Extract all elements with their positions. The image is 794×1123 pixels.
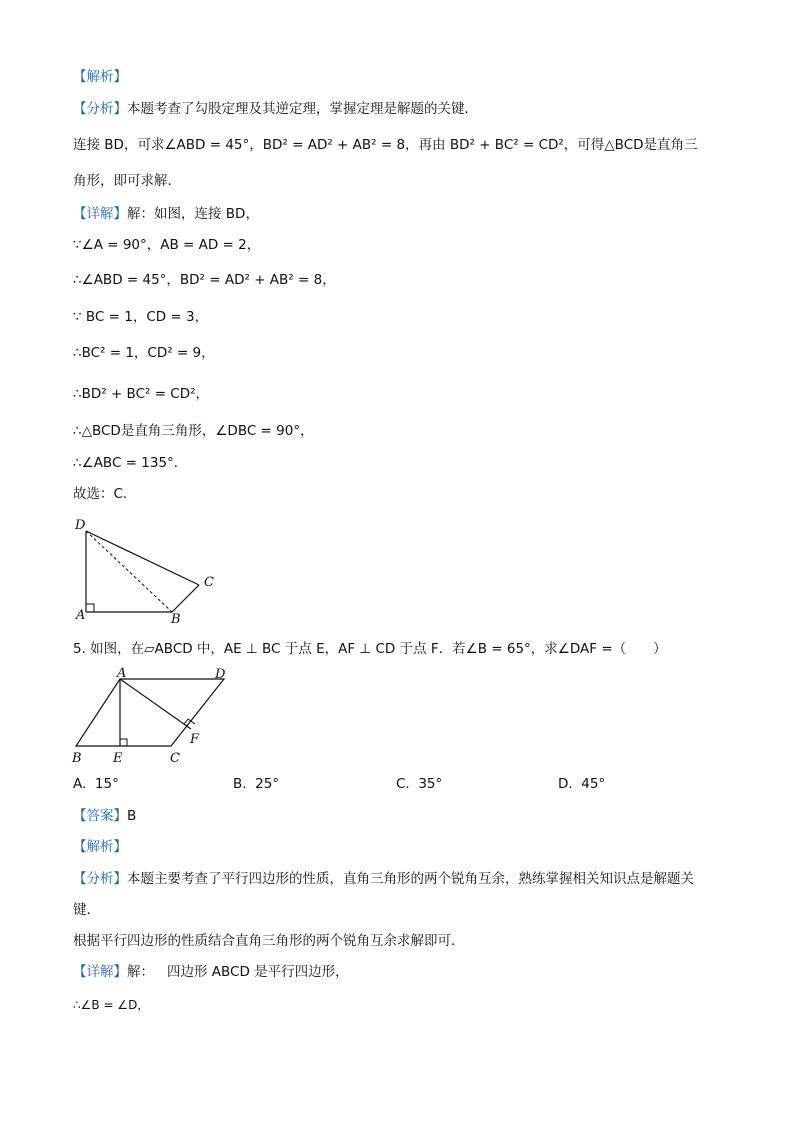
method-line: 根据平行四边形的性质结合直角三角形的两个锐角互余求解即可． <box>73 933 465 949</box>
detail-text-2: 四边形 ABCD 是平行四边形， <box>167 964 349 980</box>
option-c-letter: C. <box>396 776 410 792</box>
step-6: ∴△BCD是直角三角形，∠DBC = 90°， <box>73 423 314 439</box>
detail-line-2 <box>73 963 349 981</box>
jiexi-heading: 【解析】 <box>73 69 127 85</box>
label-B: B <box>72 751 82 766</box>
analysis-tag-2: 【分析】 <box>73 871 127 887</box>
detail-tag: 【详解】 <box>73 206 127 222</box>
analysis-line-2 <box>73 870 694 888</box>
step-5: ∴BD² + BC² = CD²， <box>73 386 210 402</box>
detail-tag-2: 【详解】 <box>73 964 127 980</box>
label-A: A <box>117 666 127 681</box>
label-C: C <box>170 751 180 766</box>
label-B: B <box>171 612 181 627</box>
step-2: ∴∠ABD = 45°，BD² = AD² + AB² = 8， <box>73 272 336 288</box>
option-d[interactable] <box>558 775 605 793</box>
label-F: F <box>190 732 200 747</box>
connect-line-2: 角形，即可求解． <box>73 173 181 189</box>
connect-line: 连接 BD，可求∠ABD = 45°，BD² = AD² + AB² = 8，再由 BD² + BC² = CD²，可得△BCD是直角三 <box>73 137 698 153</box>
detail-text: 解：如图，连接 BD， <box>127 206 259 222</box>
label-D: D <box>215 667 226 682</box>
detail-line <box>73 205 259 223</box>
question-5-text: 5. 如图，在▱ABCD 中，AE ⊥ BC 于点 E，AF ⊥ CD 于点 F．若∠B = 65°，求∠DAF =（ ） <box>73 641 667 657</box>
option-c-value: 35° <box>418 776 443 792</box>
analysis-text: 本题考查了勾股定理及其逆定理，掌握定理是解题的关键． <box>127 101 478 117</box>
step-1: ∵∠A = 90°，AB = AD = 2， <box>73 237 261 253</box>
step-4: ∴BC² = 1，CD² = 9， <box>73 345 215 361</box>
jiexi-heading-2: 【解析】 <box>73 839 127 855</box>
option-a[interactable] <box>73 775 119 793</box>
answer-line <box>73 807 136 825</box>
analysis-tag: 【分析】 <box>73 101 127 117</box>
answer-value: B <box>127 808 137 824</box>
option-c[interactable] <box>396 775 442 793</box>
option-b-letter: B. <box>233 776 247 792</box>
label-C: C <box>204 575 214 590</box>
option-d-letter: D. <box>558 776 573 792</box>
analysis-line <box>73 100 478 118</box>
option-a-letter: A. <box>73 776 87 792</box>
detail-prefix-2: 解： <box>127 964 154 980</box>
step-3: ∵ BC = 1，CD = 3， <box>73 309 209 325</box>
label-D: D <box>75 518 86 533</box>
analysis-text-2: 本题主要考查了平行四边形的性质，直角三角形的两个锐角互余，熟练掌握相关知识点是解题关 <box>127 871 694 887</box>
option-a-value: 15° <box>94 776 119 792</box>
answer-tag: 【答案】 <box>73 808 127 824</box>
parallelogram-figure <box>66 665 246 770</box>
last-line: ∴∠B = ∠D， <box>73 998 150 1012</box>
option-b[interactable] <box>233 775 279 793</box>
answer-choice-line: 故选：C． <box>73 486 137 502</box>
analysis-line-2b: 键． <box>73 902 100 918</box>
option-d-value: 45° <box>581 776 606 792</box>
option-b-value: 25° <box>255 776 280 792</box>
step-7: ∴∠ABC = 135°． <box>73 455 188 471</box>
label-A: A <box>76 608 86 623</box>
triangle-figure <box>70 515 230 625</box>
label-E: E <box>113 751 123 766</box>
